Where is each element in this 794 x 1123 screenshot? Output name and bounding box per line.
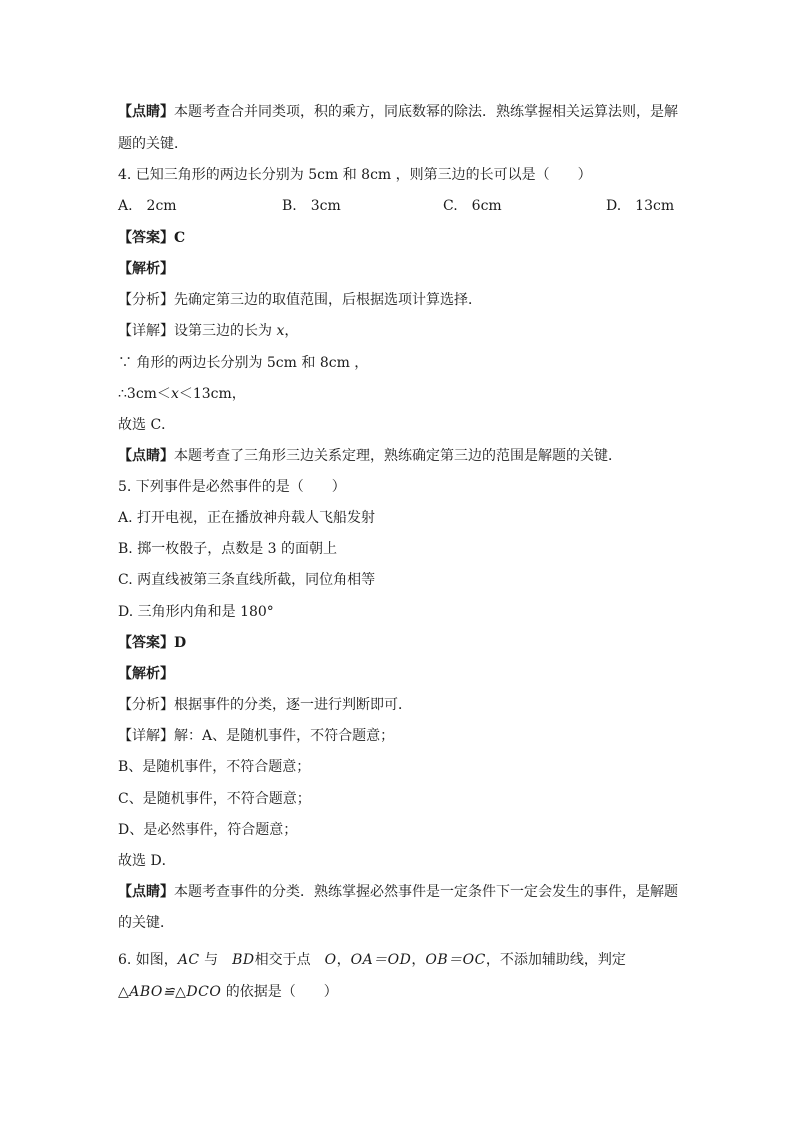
q5-d-line: D、是必然事件，符合题意； [118,822,298,838]
q5-fenxi: 【分析】根据事件的分类，逐一进行判断即可． [118,697,412,713]
option-b: B. 3cm [282,198,341,214]
comma: ， [284,323,299,339]
question-4: 4. 已知三角形的两边长分别为 5cm 和 8cm ，则第三边的长可以是（ ） [118,167,592,183]
option-a: A. 2cm [118,198,177,214]
q5-dianjing [118,882,678,902]
question-6 [118,950,678,970]
q5-option-a: A. 打开电视，正在播放神舟载人飞船发射 [118,510,376,526]
q5-xiangjie: 【详解】解：A、是随机事件，不符合题意； [118,728,395,744]
q5-dianjing-2: 的关键． [118,915,174,931]
option-d: D. 13cm [606,198,675,214]
q6-text: 与 [199,952,233,968]
dianjing-text: 本题考查合并同类项，积的乘方，同底数幂的除法．熟练掌握相关运算法则，是解 [174,104,678,120]
dianjing-tag: 【点睛】 [118,448,174,464]
equation-ob-oc: OB＝OC [425,952,486,968]
q6-text: 的依据是（ ） [221,984,338,1000]
option-c: C. 6cm [443,198,502,214]
therefore-a: ∴3cm＜ [118,386,171,402]
q4-dianjing [118,446,678,466]
q4-xiangjie [118,321,678,341]
q6-text: 6. 如图， [118,952,178,968]
q5-answer: 【答案】D [118,635,187,651]
q4-xiangjie-text: 【详解】设第三边的长为 [118,323,277,339]
q4-because: ∵ 角形的两边长分别为 5cm 和 8cm ， [118,355,369,371]
therefore-b: ＜13cm， [178,386,246,402]
q5-jiexi: 【解析】 [118,666,174,682]
q6-text: ，不添加辅助线，判定 [485,952,626,968]
p1-line-2: 题的关键． [118,136,188,152]
q4-therefore [118,384,678,404]
point-o: O [324,952,337,968]
q5-b-line: B、是随机事件，不符合题意； [118,759,311,775]
dianjing-text: 本题考查了三角形三边关系定理，熟练确定第三边的范围是解题的关键． [174,448,622,464]
q6-text: ， [411,952,426,968]
q5-option-d: D. 三角形内角和是 180° [118,604,274,620]
q5-select: 故选 D． [118,853,176,869]
question-4-options [118,196,678,216]
q6-text: 相交于点 [254,952,325,968]
dianjing-tag: 【点睛】 [118,104,174,120]
q5-option-b: B. 掷一枚骰子，点数是 3 的面朝上 [118,541,337,557]
question-5: 5. 下列事件是必然事件的是（ ） [118,479,346,495]
q4-answer: 【答案】C [118,230,186,246]
question-6-line-2 [118,982,678,1002]
q4-jiexi: 【解析】 [118,261,174,277]
dianjing-text: 本题考查事件的分类．熟练掌握必然事件是一定条件下一定会发生的事件，是解题 [174,884,678,900]
q5-c-line: C、是随机事件，不符合题意； [118,791,311,807]
q5-option-c: C. 两直线被第三条直线所截，同位角相等 [118,572,376,588]
q6-text: ， [336,952,351,968]
dianjing-tag: 【点睛】 [118,884,174,900]
segment-ac: AC [177,952,200,968]
p1-line [118,102,678,122]
q4-fenxi: 【分析】先确定第三边的取值范围，后根据选项计算选择． [118,292,482,308]
equation-oa-od: OA＝OD [350,952,412,968]
var-x: x [170,386,179,402]
segment-bd: BD [232,952,255,968]
q4-select: 故选 C． [118,417,176,433]
triangle-congruence: △ABO≌△DCO [118,984,222,1000]
var-x: x [276,323,285,339]
